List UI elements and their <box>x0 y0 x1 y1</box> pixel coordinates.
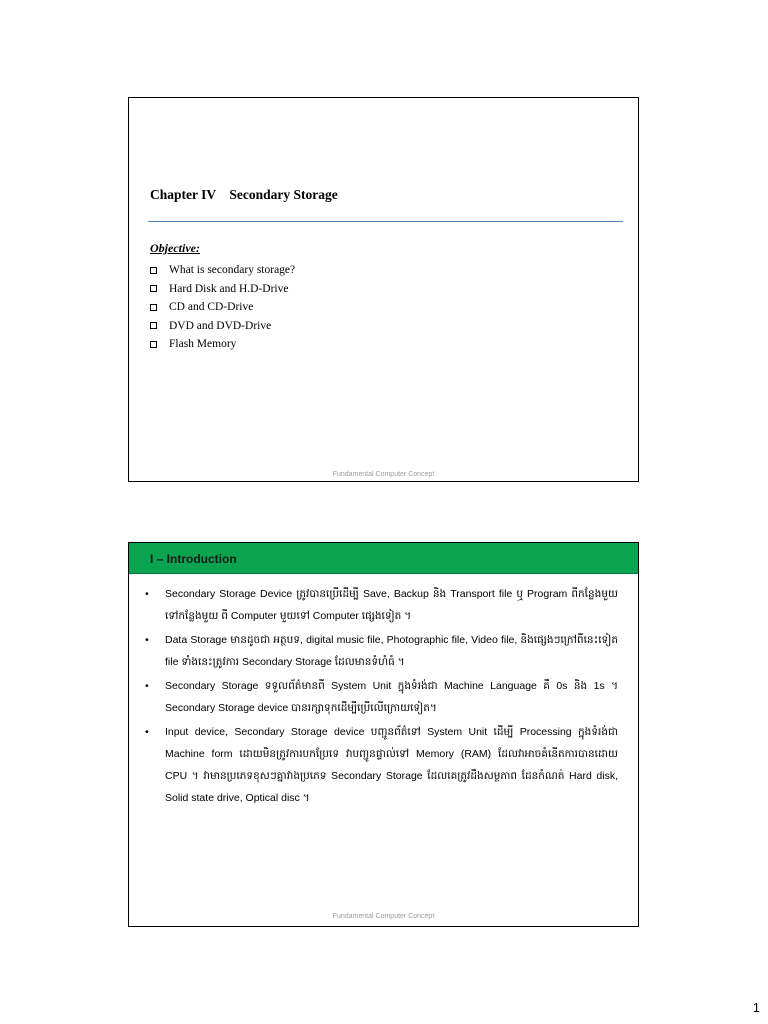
list-item <box>150 280 295 299</box>
objective-list <box>150 261 295 354</box>
list-item <box>150 335 295 354</box>
list-item <box>150 317 295 336</box>
checkbox-bullet-icon <box>150 267 157 274</box>
bullet-icon: • <box>145 588 149 600</box>
slide-introduction <box>128 542 639 927</box>
chapter-title: Chapter IV Secondary Storage <box>150 187 338 202</box>
page-number: 1 <box>752 1000 760 1015</box>
bullet-text: Input device, Secondary Storage device បញ្ជូនព័ត៌ទៅ System Unit ដើម្បី Processing ក្នុងទំរង់ជា Machine form ដោយមិនត្រូវការបកប្រែទេ វាបញ្ជូនផ្ទាល់ទៅ Memory (RAM) ដែលវាអាចគំនើតការបានដោយ CPU ។ វាមានប្រភេទខុសៗគ្នាវាងប្រភេទ Secondary Storage ដែលគេត្រូវដឹងសម្ថភាព ដែនកំណត់ Hard disk, Solid state drive, Optical disc ។ <box>165 726 618 804</box>
bullet-icon: • <box>145 726 149 738</box>
list-item <box>145 721 618 809</box>
intro-bullet-list <box>145 583 618 811</box>
objective-text: Flash Memory <box>169 338 237 351</box>
slide-footer: Fundamental Computer Concept <box>332 471 435 478</box>
bullet-icon: • <box>145 634 149 646</box>
checkbox-bullet-icon <box>150 341 157 348</box>
list-item <box>145 629 618 673</box>
section-header-title: I – Introduction <box>150 552 237 566</box>
bullet-text: Secondary Storage Device ត្រូវបានប្រើដើម្បី Save, Backup និង Transport file ឬ Program ពីកន្លែងមួយទៅកន្លែងមួយ ពី Computer មួយទៅ Computer ផ្សេងទៀត ។ <box>165 588 618 622</box>
slide-chapter-title <box>128 97 639 482</box>
objective-text: What is secondary storage? <box>169 264 296 277</box>
list-item <box>145 583 618 627</box>
objective-text: CD and CD-Drive <box>169 301 254 314</box>
objective-text: DVD and DVD-Drive <box>169 319 272 332</box>
bullet-text: Data Storage មានដូចជា អត្ថបទ, digital music file, Photographic file, Video file, និងផ្សេងៗក្រៅពីនេះទៀត file ទាំងនេះត្រូវការ Secondary Storage ដែលមានទំហំធំ ។ <box>165 634 618 668</box>
objective-text: Hard Disk and H.D-Drive <box>169 282 289 295</box>
checkbox-bullet-icon <box>150 322 157 329</box>
bullet-icon: • <box>145 680 149 692</box>
list-item <box>150 261 295 280</box>
bullet-text: Secondary Storage ទទួលព័ត៌មានពី System Unit ក្នុងទំរង់ជា Machine Language គឺ 0s និង 1s ។ Secondary Storage device បានរក្សាទុកដើម្បីប្រើលើក្រោយទៀត។ <box>165 680 618 714</box>
title-divider <box>148 221 623 222</box>
objective-label: Objective: <box>150 241 200 255</box>
checkbox-bullet-icon <box>150 304 157 311</box>
checkbox-bullet-icon <box>150 285 157 292</box>
slide-footer: Fundamental Computer Concept <box>332 913 435 920</box>
section-header-bar <box>129 543 638 574</box>
list-item <box>145 675 618 719</box>
list-item <box>150 298 295 317</box>
